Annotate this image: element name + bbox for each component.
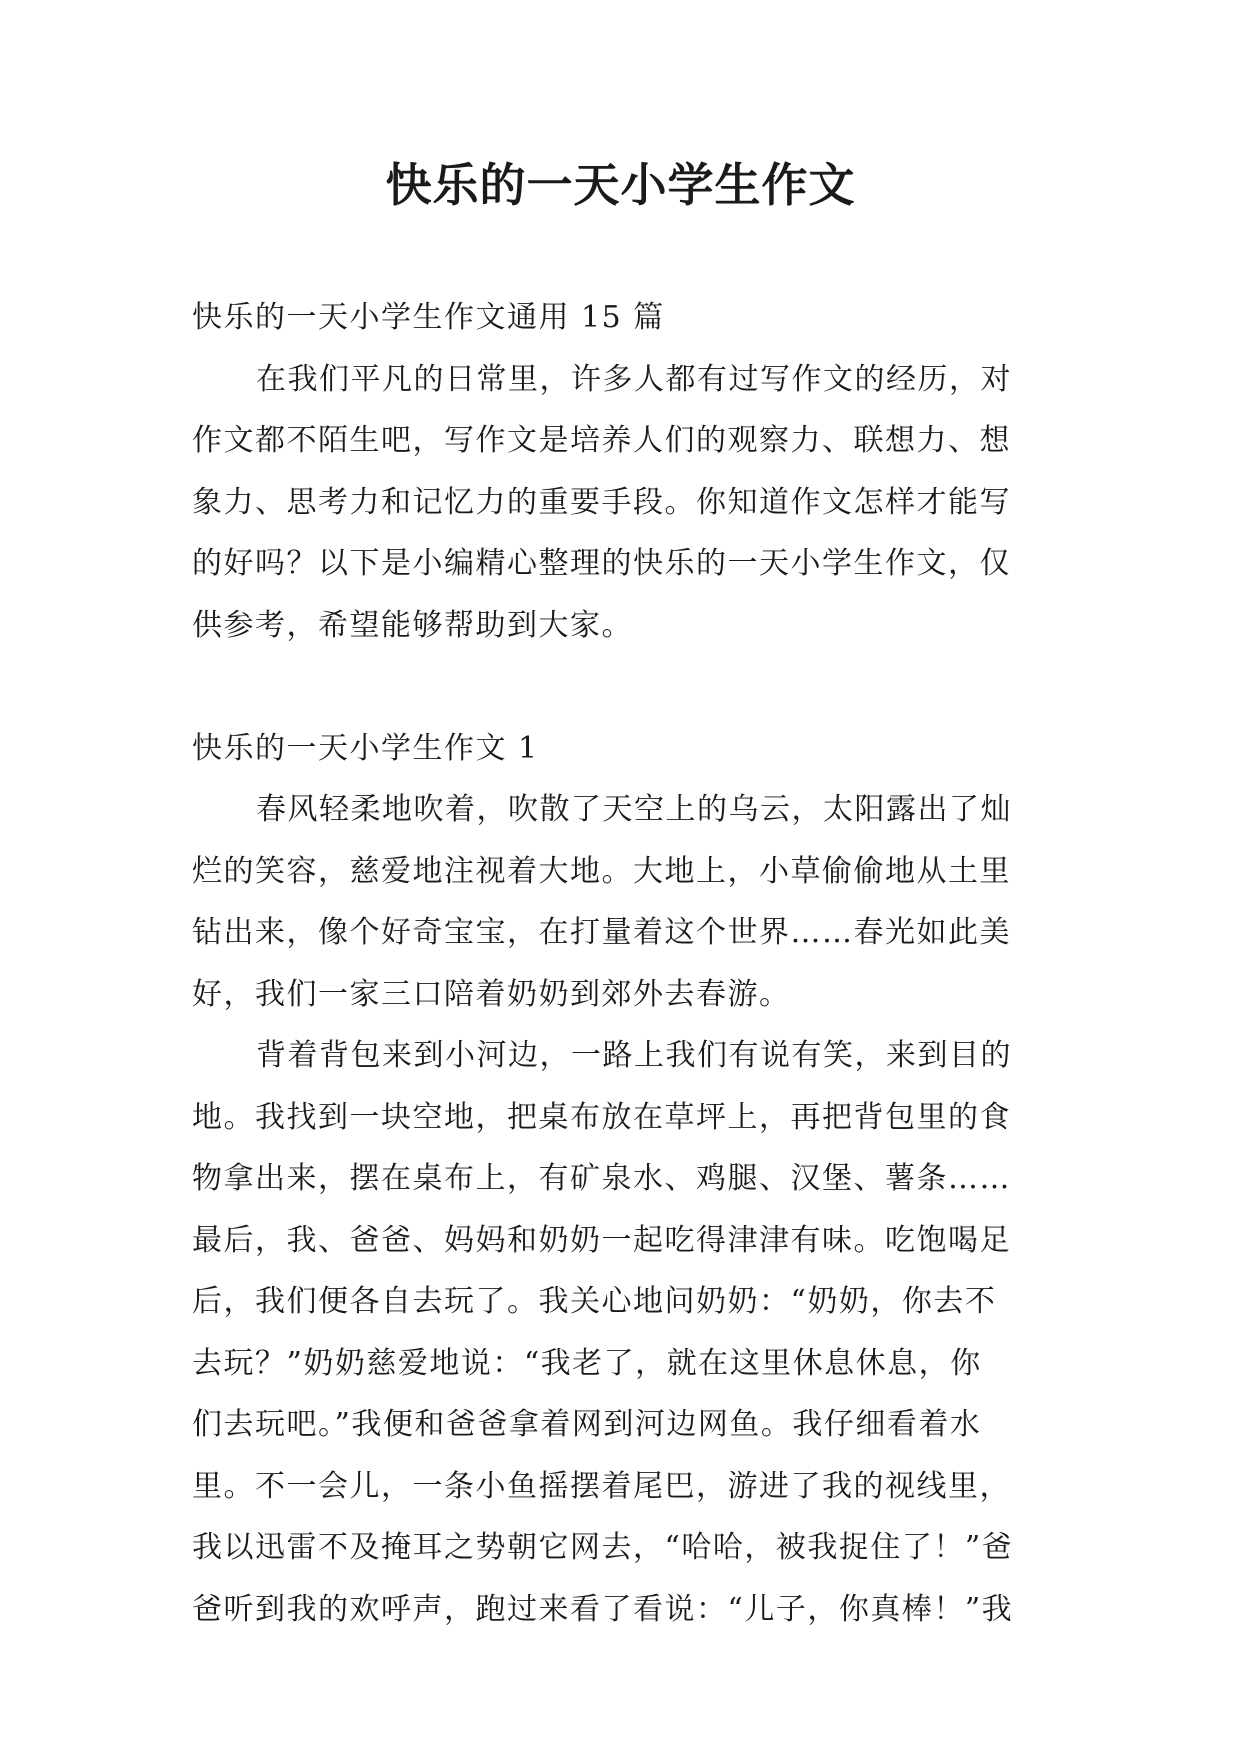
- intro-paragraph: [192, 349, 1052, 657]
- intro-line: 在我们平凡的日常里，许多人都有过写作文的经历，对: [256, 361, 1012, 397]
- essay-line: 好，我们一家三口陪着奶奶到郊外去春游。: [192, 976, 791, 1012]
- intro-line: 象力、思考力和记忆力的重要手段。你知道作文怎样才能写: [192, 484, 1011, 520]
- intro-line: 作文都不陌生吧，写作文是培养人们的观察力、联想力、想: [192, 423, 1011, 458]
- intro-line: 的好吗？以下是小编精心整理的快乐的一天小学生作文，仅: [192, 546, 1011, 581]
- essay-line: 里。不一会儿，一条小鱼摇摆着尾巴，游进了我的视线里，: [192, 1468, 1011, 1504]
- essay-line: 最后，我、爸爸、妈妈和奶奶一起吃得津津有味。吃饱喝足: [192, 1222, 1011, 1258]
- essay-line: 物拿出来，摆在桌布上，有矿泉水、鸡腿、汉堡、薯条……: [192, 1161, 1011, 1196]
- document-body: [192, 287, 1052, 1640]
- section-gap: [192, 656, 1052, 718]
- intro-heading: 快乐的一天小学生作文通用 15 篇: [192, 300, 665, 335]
- essay-line: 我以迅雷不及掩耳之势朝它网去，“哈哈，被我捉住了！”爸: [192, 1530, 1014, 1565]
- essay-line: 烂的笑容，慈爱地注视着大地。大地上，小草偷偷地从土里: [192, 853, 1011, 889]
- essay-line: 爸听到我的欢呼声，跑过来看了看说：“儿子，你真棒！”我: [192, 1591, 1014, 1627]
- essay-line: 春风轻柔地吹着，吹散了天空上的乌云，太阳露出了灿: [256, 792, 1012, 827]
- essay-paragraph-1: [192, 779, 1052, 1025]
- essay-heading: 快乐的一天小学生作文 1: [192, 730, 539, 766]
- essay-line: 们去玩吧。”我便和爸爸拿着网到河边网鱼。我仔细看着水: [192, 1407, 982, 1442]
- intro-line: 供参考，希望能够帮助到大家。: [192, 607, 633, 643]
- essay-line: 去玩？”奶奶慈爱地说：“我老了，就在这里休息休息，你: [192, 1345, 982, 1381]
- essay-line: 钻出来，像个好奇宝宝，在打量着这个世界……春光如此美: [192, 915, 1011, 950]
- document-title: 快乐的一天小学生作文: [385, 158, 856, 212]
- essay-line: 背着背包来到小河边，一路上我们有说有笑，来到目的: [256, 1038, 1012, 1073]
- essay-paragraph-2: [192, 1025, 1052, 1640]
- essay-line: 地。我找到一块空地，把桌布放在草坪上，再把背包里的食: [192, 1099, 1011, 1135]
- essay-line: 后，我们便各自去玩了。我关心地问奶奶：“奶奶，你去不: [192, 1284, 997, 1319]
